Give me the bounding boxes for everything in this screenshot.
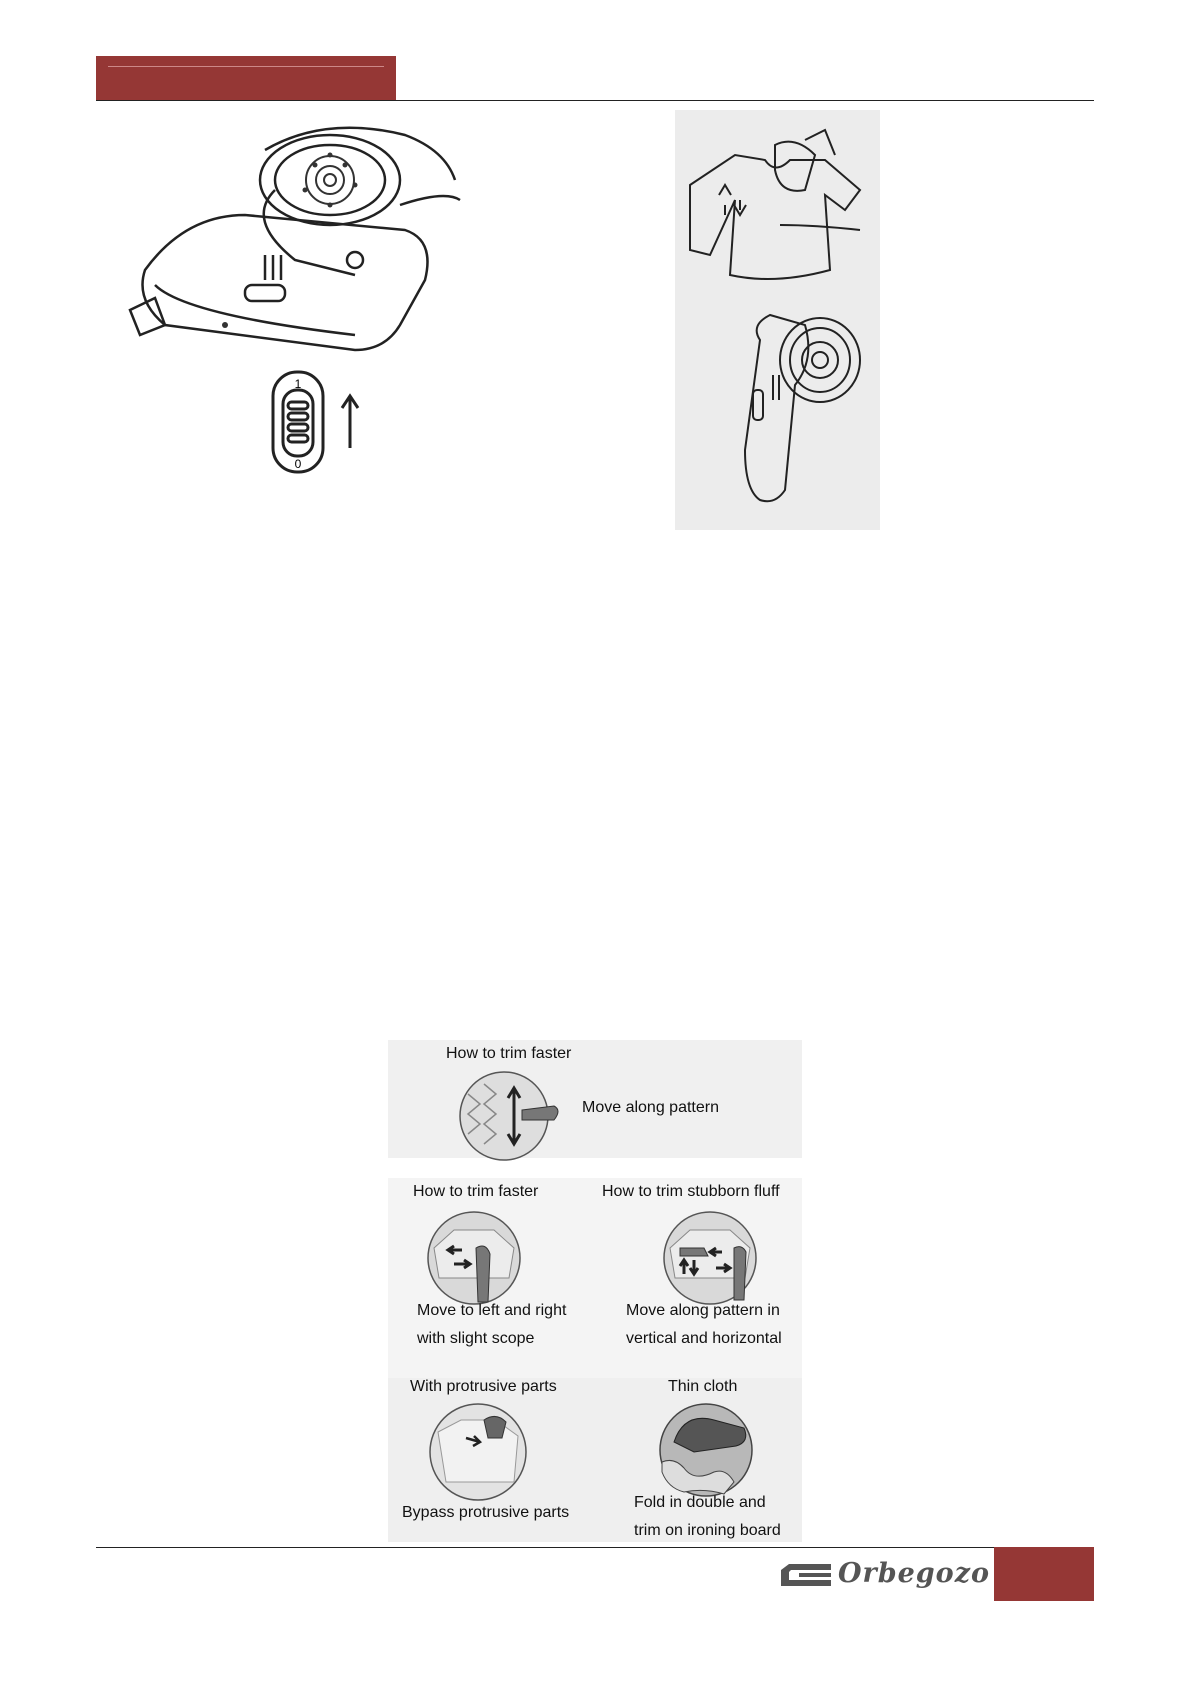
- protrusive-parts-icon: [426, 1402, 530, 1502]
- panel2-caption-line1: Move to left and right: [417, 1302, 567, 1319]
- trim-along-pattern-icon: [454, 1070, 564, 1162]
- footer-accent-bar: [994, 1547, 1094, 1601]
- brand-logo-icon: [779, 1562, 833, 1588]
- panel2-caption-line2: with slight scope: [417, 1330, 535, 1347]
- usage-instructions: [388, 1040, 802, 1542]
- switch-off-label: 0: [294, 457, 302, 471]
- footer-rule: [96, 1547, 1094, 1548]
- trim-stubborn-fluff-icon: [660, 1208, 762, 1308]
- panel5-title: Thin cloth: [668, 1378, 738, 1395]
- power-switch-illustration: [265, 368, 375, 478]
- lint-remover-hand-illustration: [125, 120, 465, 360]
- header-rule: [96, 100, 1094, 101]
- panel1-title: How to trim faster: [446, 1045, 572, 1062]
- panel2-title: How to trim faster: [413, 1183, 539, 1200]
- thin-cloth-icon: [654, 1402, 758, 1498]
- panel5-caption-line2: trim on ironing board: [634, 1522, 781, 1539]
- panel3-caption-line1: Move along pattern in: [626, 1302, 780, 1319]
- panel4-title: With protrusive parts: [410, 1378, 557, 1395]
- header-accent-line: [108, 66, 384, 67]
- panel1-caption: Move along pattern: [582, 1099, 719, 1116]
- switch-on-label: 1: [294, 377, 302, 391]
- brand-logo-text: Orbegozo: [838, 1558, 991, 1589]
- panel5-caption-line1: Fold in double and: [634, 1494, 766, 1511]
- header-accent-bar: [96, 56, 396, 100]
- panel3-title: How to trim stubborn fluff: [602, 1183, 780, 1200]
- sweater-usage-illustration: [675, 110, 880, 530]
- sweater-usage-panel: [675, 110, 880, 530]
- panel4-caption: Bypass protrusive parts: [402, 1504, 570, 1521]
- trim-left-right-icon: [424, 1208, 526, 1308]
- panel3-caption-line2: vertical and horizontal: [626, 1330, 782, 1347]
